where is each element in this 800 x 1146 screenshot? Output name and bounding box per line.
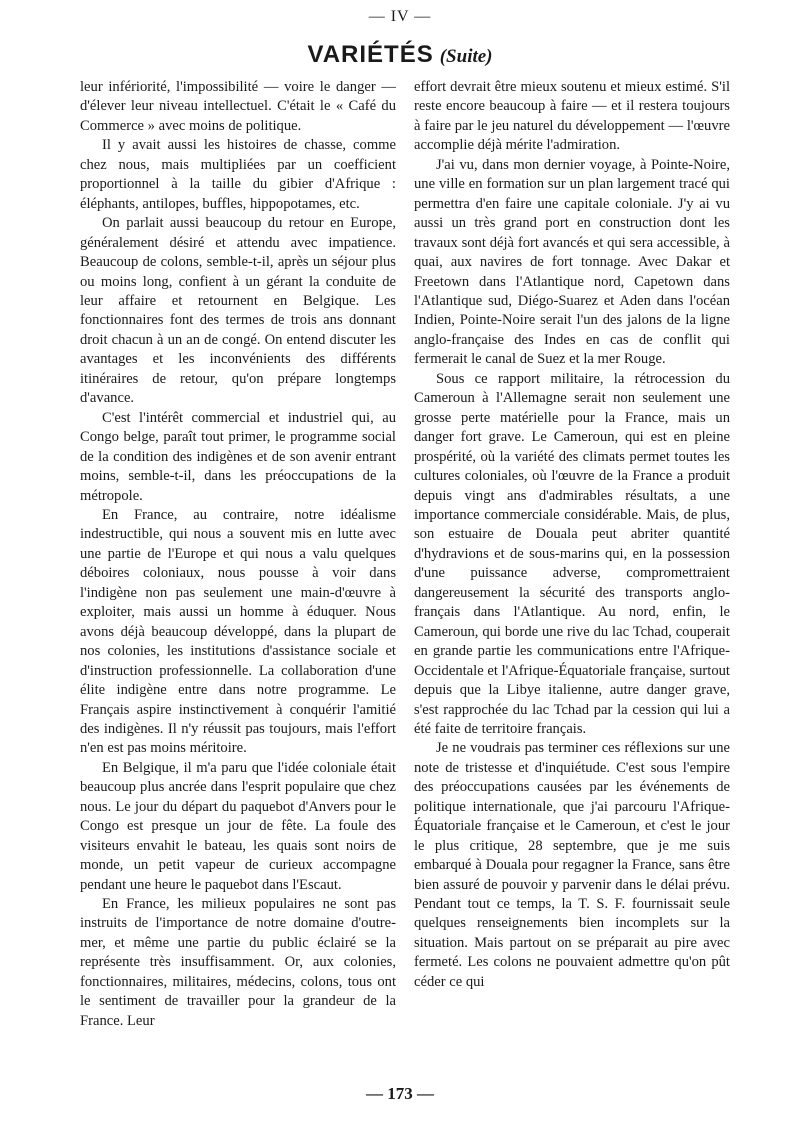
paragraph: Sous ce rapport militaire, la rétrocession du Cameroun à l'Allemagne serait non seulement une grosse perte matérielle pour la France, mais un danger fort grave. Le Cameroun, qui est en pleine prospérité, où la variété des climats permet toutes les cultures coloniales, où l'œuvre de la France a produit depuis vingt ans d'admirables résultats, a une importance commerciale considérable. Mais, de plus, son estuaire de Douala peut abriter quantité d'hydravions et de sous-marins qui, en la possession d'une puissance adverse, compromettraient dangereusement la sécurité des transports anglo-français dans l'Atlantique. Au nord, enfin, le Cameroun, qui borde une rive du lac Tchad, couperait en grande partie les communications entre l'Afrique-Occidentale et l'Afrique-Équatoriale française, surtout depuis que la Libye italienne, autre danger grave, s'est rapprochée du lac Tchad par la cession qui lui a été faite de territoire français. xyxy=(414,370,730,737)
bottom-page-number: — 173 — xyxy=(366,1084,434,1103)
paragraph: En France, au contraire, notre idéalisme indestructible, qui nous a souvent mis en lutte avec une partie de l'Europe et qui nous a valu quelques déboires coloniaux, nous pousse à voir dans l'indigène non pas seulement une main-d'œuvre à exploiter, mais aussi un homme à éduquer. Nous avons déjà beaucoup développé, dans la plupart de nos colonies, les institutions d'assistance sociale et d'instruction professionnelle. La collaboration d'une élite indigène entre dans notre programme. Le Français aspire instinctivement à conquérir l'amitié des indigènes. Il n'y réussit pas toujours, mais l'effort n'en est pas moins méritoire. xyxy=(80,506,396,757)
paragraph: Je ne voudrais pas terminer ces réflexions sur une note de tristesse et d'inquiétude. C'est sous l'empire des préoccupations causées par les événements de politique internationale, que j'ai parcouru l'Afrique-Équatoriale française et le Cameroun, et c'est le jour le plus critique, 28 septembre, que je me suis embarqué à Douala pour regagner la France, sans être bien assuré de pouvoir y parvenir dans le délai prévu. Pendant tout ce temps, la T. S. F. fournissait seule quelques renseignements bien incomplets sur la situation. Mais partout on se préparait au pire avec fermeté. Les colons ne pouvaient admettre qu'on pût céder ce qui xyxy=(414,740,730,990)
section-title: VARIÉTÉS xyxy=(307,41,434,68)
left-column xyxy=(80,78,396,1088)
section-subtitle: (Suite) xyxy=(439,46,493,67)
paragraph: C'est l'intérêt commercial et industriel qui, au Congo belge, paraît tout primer, le programme social de la condition des indigènes et de son avenir entrant moins, semble-t-il, dans les préoccupations de la métropole. xyxy=(80,409,396,504)
right-column xyxy=(414,78,730,1088)
paragraph: J'ai vu, dans mon dernier voyage, à Pointe-Noire, une ville en formation sur un plan largement tracé qui permettra d'en faire une capitale coloniale. J'y ai vu aussi un très grand port en construction dont les travaux sont déjà fort avancés et qui sera accessible, à quai, aux navires de fort tonnage. Avec Dakar et Freetown dans l'Atlantique nord, Capetown dans l'Atlantique sud, Diégo-Suarez et Aden dans l'océan Indien, Pointe-Noire serait l'un des jalons de la ligne anglo-française des Indes en cas de conflit qui fermerait le canal de Suez et la mer Rouge. xyxy=(414,156,730,368)
paragraph: On parlait aussi beaucoup du retour en Europe, généralement désiré et attendu avec impatience. Beaucoup de colons, semble-t-il, après un séjour plus ou moins long, confient à un gérant la conduite de leur affaire et retournent en Belgique. Les fonctionnaires font des termes de trois ans donnant droit chacun à un an de congé. On entend discuter les avantages et les inconvénients des différents itinéraires de retour, qu'on prépare longtemps d'avance. xyxy=(80,215,396,407)
top-page-number: — IV — xyxy=(368,8,432,25)
paragraph: leur infériorité, l'impossibilité — voire le danger — d'élever leur niveau intellectuel. C'était le « Café du Commerce » avec moins de politique. xyxy=(80,79,396,134)
paragraph: En Belgique, il m'a paru que l'idée coloniale était beaucoup plus ancrée dans l'esprit populaire que chez nous. Le jour du départ du paquebot d'Anvers pour le Congo est presque un jour de fête. La foule des visiteurs envahit le bateau, les quais sont noirs de monde, un petit vapeur de curieux accompagne pendant une heure le paquebot dans l'Escaut. xyxy=(80,759,396,893)
paragraph: effort devrait être mieux soutenu et mieux estimé. S'il reste encore beaucoup à faire — et il restera toujours à faire par le jeu naturel du développement — l'œuvre accomplie déjà mérite l'admiration. xyxy=(414,79,730,154)
section-header xyxy=(0,42,800,71)
paragraph: Il y avait aussi les histoires de chasse, comme chez nous, mais multipliées par un coefficient proportionnel à la taille du gibier d'Afrique : éléphants, antilopes, buffles, hippopotames, etc. xyxy=(80,137,396,212)
paragraph: En France, les milieux populaires ne sont pas instruits de l'importance de notre domaine d'outre-mer, et même une partie du public éclairé se la représente très insuffisamment. Or, aux colonies, fonctionnaires, militaires, médecins, colons, tous ont le sentiment de travailler pour la grandeur de la France. Leur xyxy=(80,896,396,1029)
